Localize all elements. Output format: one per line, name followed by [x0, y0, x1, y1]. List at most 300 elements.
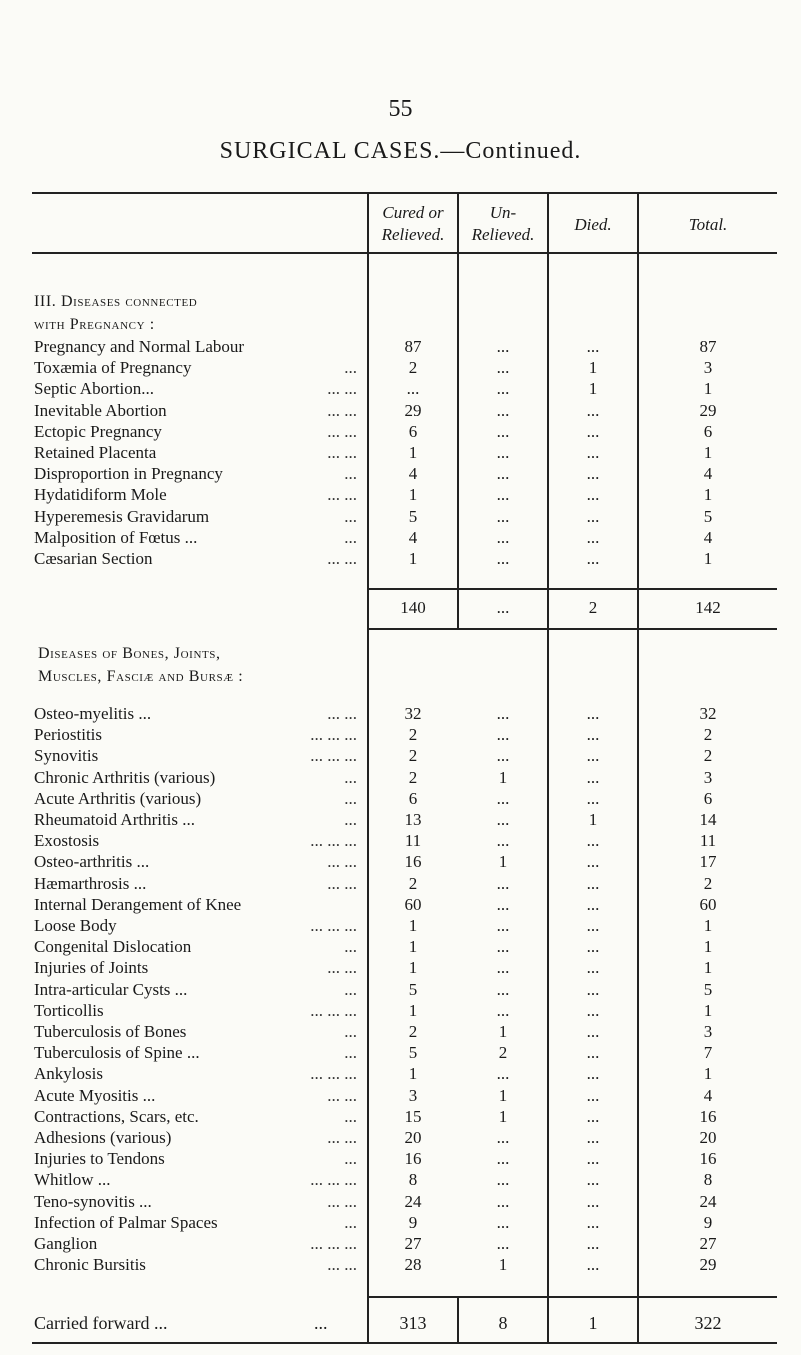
row-label-text: Ganglion	[34, 1234, 98, 1253]
col-header-unrelieved-line1: Un-	[489, 203, 517, 222]
cell-died: ...	[586, 1149, 600, 1169]
cell-unrelieved: ...	[496, 358, 510, 378]
row-label	[34, 746, 359, 766]
cell-unrelieved: ...	[496, 894, 510, 914]
row-label	[34, 337, 359, 357]
row-label	[34, 1255, 359, 1275]
table-row	[0, 768, 801, 789]
cell-total: 2	[703, 873, 713, 893]
col-header-died-line1: Died.	[574, 215, 612, 234]
table-row	[0, 1064, 801, 1085]
row-label-text: Chronic Bursitis	[34, 1255, 146, 1275]
row-label-leader: ...	[344, 937, 357, 957]
row-label-leader: ...	[344, 358, 357, 378]
cell-cured: 13	[404, 810, 422, 829]
table-row	[0, 337, 801, 358]
row-label	[34, 980, 359, 1000]
row-label	[34, 852, 359, 872]
row-label	[34, 789, 359, 809]
table-row	[0, 1213, 801, 1234]
row-label	[34, 725, 359, 745]
row-label-leader: ... ...	[327, 1255, 357, 1275]
table-row	[0, 1022, 801, 1043]
cell-total: 1	[703, 916, 713, 935]
table-top-rule	[32, 192, 777, 194]
cell-unrelieved: 1	[498, 1085, 508, 1105]
row-label-text: Congenital Dislocation	[34, 937, 192, 957]
row-label-text: Inevitable Abortion	[34, 400, 167, 420]
cell-total: 87	[699, 337, 717, 356]
table-row	[0, 831, 801, 852]
row-label-leader: ... ... ...	[310, 1064, 357, 1084]
row-label-leader: ...	[344, 464, 357, 484]
row-label	[34, 1086, 359, 1106]
section-heading-bones	[38, 642, 243, 688]
section-heading-line1: III. Diseases connected	[34, 293, 198, 310]
table-row	[0, 1001, 801, 1022]
cell-died: ...	[586, 421, 600, 441]
carried-top-rule	[367, 1296, 777, 1298]
cell-unrelieved: ...	[496, 443, 510, 462]
row-label-leader: ...	[344, 506, 357, 526]
row-label-leader: ... ... ...	[310, 1170, 357, 1190]
row-label-leader: ... ...	[327, 421, 357, 441]
cell-died: ...	[586, 1234, 600, 1253]
cell-unrelieved: 1	[498, 1022, 508, 1041]
cell-unrelieved: ...	[496, 1170, 510, 1190]
cell-died: ...	[586, 1106, 600, 1126]
cell-total: 29	[699, 400, 717, 420]
table-row	[0, 704, 801, 725]
cell-unrelieved: ...	[496, 421, 510, 441]
table-row	[0, 401, 801, 422]
cell-cured: 87	[404, 337, 422, 356]
cell-unrelieved: ...	[496, 937, 510, 957]
cell-cured: 20	[404, 1128, 422, 1147]
cell-died: ...	[586, 937, 600, 957]
cell-cured: 1	[408, 958, 418, 978]
row-label	[34, 422, 359, 442]
carried-cured: 313	[399, 1313, 427, 1333]
row-label-text: Periostitis	[34, 725, 103, 745]
row-label-text: Torticollis	[34, 1000, 104, 1020]
cell-cured: 15	[404, 1106, 422, 1126]
row-label	[34, 874, 359, 894]
table-row	[0, 789, 801, 810]
row-label-leader: ... ...	[327, 1128, 357, 1147]
row-label	[34, 485, 359, 505]
cell-died: ...	[586, 1170, 600, 1190]
cell-unrelieved: ...	[496, 873, 510, 893]
cell-died: ...	[586, 852, 600, 872]
row-label-text: Internal Derangement of Knee	[34, 894, 242, 914]
table-row	[0, 810, 801, 831]
cell-died: 1	[588, 379, 598, 399]
table-row	[0, 725, 801, 746]
col-header-total	[639, 214, 777, 236]
cell-unrelieved: ...	[496, 979, 510, 999]
row-label	[34, 1170, 359, 1190]
cell-unrelieved: ...	[496, 958, 510, 978]
cell-cured: 8	[408, 1170, 418, 1190]
header-bottom-rule	[32, 252, 777, 254]
row-label	[34, 379, 359, 399]
table-row	[0, 1086, 801, 1107]
cell-died: ...	[586, 1022, 600, 1041]
cell-total: 17	[699, 852, 717, 872]
col-header-cured-line2: Relieved.	[381, 225, 445, 244]
row-label	[34, 1149, 359, 1169]
cell-cured: 6	[408, 421, 418, 441]
row-label-text: Injuries to Tendons	[34, 1149, 165, 1169]
row-label-leader: ... ... ...	[310, 831, 357, 851]
cell-died: ...	[586, 916, 600, 935]
cell-cured: 16	[404, 852, 422, 872]
cell-total: 16	[699, 1106, 717, 1126]
cell-unrelieved: ...	[496, 1149, 510, 1169]
cell-unrelieved: ...	[496, 1191, 510, 1211]
row-label	[34, 528, 359, 548]
table-row	[0, 507, 801, 528]
row-label	[34, 464, 359, 484]
row-label-text: Toxæmia of Pregnancy	[34, 358, 192, 378]
cell-died: ...	[586, 443, 600, 462]
row-label-leader: ... ... ...	[310, 916, 357, 935]
subtotal-total: 142	[695, 598, 721, 617]
cell-total: 1	[703, 485, 713, 505]
carried-total: 322	[694, 1313, 722, 1333]
row-label-text: Exostosis	[34, 831, 100, 851]
subtotal-died: 2	[588, 598, 598, 617]
row-label-text: Contractions, Scars, etc.	[34, 1106, 199, 1126]
row-label-text: Hyperemesis Gravidarum	[34, 506, 210, 526]
row-label-leader: ...	[344, 1022, 357, 1041]
cell-cured: 11	[404, 831, 422, 851]
cell-unrelieved: ...	[496, 485, 510, 505]
cell-died: ...	[586, 1255, 600, 1275]
row-label	[34, 1043, 359, 1063]
row-label-leader: ...	[344, 1212, 357, 1232]
cell-cured: 1	[408, 916, 418, 935]
cell-unrelieved: 2	[498, 1043, 508, 1063]
row-label	[34, 831, 359, 851]
table-row	[0, 1149, 801, 1170]
cell-died: ...	[586, 1128, 600, 1147]
row-label-text: Loose Body	[34, 916, 117, 935]
row-label	[34, 1234, 359, 1254]
row-label-leader: ... ...	[327, 400, 357, 420]
col-header-cured	[369, 202, 457, 246]
row-label	[34, 1107, 359, 1127]
cell-unrelieved: ...	[496, 1212, 510, 1232]
cell-died: 1	[588, 810, 598, 829]
cell-died: ...	[586, 400, 600, 420]
row-label-leader: ...	[344, 979, 357, 999]
cell-unrelieved: ...	[496, 916, 510, 935]
row-label-leader: ...	[344, 527, 357, 547]
cell-total: 20	[699, 1128, 717, 1147]
table-row	[0, 1234, 801, 1255]
cell-cured: 1	[408, 1064, 418, 1084]
row-label-leader: ...	[344, 1149, 357, 1169]
cell-died: ...	[586, 746, 600, 766]
cell-total: 5	[703, 506, 713, 526]
cell-unrelieved: 1	[498, 852, 508, 872]
cell-cured: 2	[408, 873, 418, 893]
row-label-leader: ... ...	[327, 379, 357, 399]
cell-died: ...	[586, 788, 600, 808]
row-label	[34, 1064, 359, 1084]
cell-cured: 5	[408, 506, 418, 526]
cell-total: 3	[703, 1022, 713, 1041]
table-bottom-rule	[32, 1342, 777, 1344]
row-label-text: Ectopic Pregnancy	[34, 421, 162, 441]
cell-total: 1	[703, 379, 713, 399]
col-header-unrelieved	[459, 202, 547, 246]
cell-unrelieved: ...	[496, 704, 510, 723]
row-label-text: Intra-articular Cysts ...	[34, 979, 188, 999]
cell-unrelieved: ...	[496, 1128, 510, 1147]
row-label-text: Chronic Arthritis (various)	[34, 767, 216, 787]
cell-cured: 1	[408, 549, 418, 568]
cell-cured: 5	[408, 979, 418, 999]
cell-total: 32	[699, 704, 717, 723]
col-header-unrelieved-line2: Relieved.	[471, 225, 535, 244]
cell-unrelieved: ...	[496, 1064, 510, 1084]
cell-total: 1	[703, 937, 713, 957]
row-label-text: Injuries of Joints	[34, 958, 149, 978]
cell-died: ...	[586, 549, 600, 568]
section-heading-line2: Muscles, Fasciæ and Bursæ :	[38, 668, 244, 685]
table-row	[0, 379, 801, 400]
cell-unrelieved: 1	[498, 1106, 508, 1126]
row-label-text: Rheumatoid Arthritis ...	[34, 810, 196, 829]
cell-died: ...	[586, 704, 600, 723]
subtotal-unrelieved: ...	[496, 598, 510, 617]
cell-died: ...	[586, 979, 600, 999]
row-label	[34, 507, 359, 527]
cell-cured: 6	[408, 788, 418, 808]
cell-died: ...	[586, 485, 600, 505]
cell-cured: 2	[408, 358, 418, 378]
cell-unrelieved: 1	[498, 767, 508, 787]
row-label-leader: ... ...	[327, 704, 357, 723]
cell-cured: 27	[404, 1234, 422, 1253]
col-header-cured-line1: Cured or	[382, 203, 444, 222]
row-label-text: Tuberculosis of Spine ...	[34, 1043, 200, 1063]
row-label-text: Cæsarian Section	[34, 549, 153, 568]
cell-total: 8	[703, 1170, 713, 1190]
carried-died: 1	[588, 1313, 598, 1333]
row-label-text: Synovitis	[34, 746, 99, 766]
table-row	[0, 874, 801, 895]
cell-cured: 1	[408, 485, 418, 505]
row-label-leader: ... ... ...	[310, 746, 357, 766]
cell-total: 4	[703, 464, 713, 484]
row-label-text: Pregnancy and Normal Labour	[34, 337, 245, 356]
row-label-leader: ... ...	[327, 549, 357, 568]
section-heading-line2: with Pregnancy :	[34, 316, 155, 333]
cell-total: 60	[699, 894, 717, 914]
cell-total: 1	[703, 1000, 713, 1020]
cell-cured: 3	[408, 1085, 418, 1105]
table-row	[0, 443, 801, 464]
table-row	[0, 746, 801, 767]
row-label-text: Septic Abortion...	[34, 379, 154, 399]
table-row	[0, 1255, 801, 1276]
cell-died: ...	[586, 1064, 600, 1084]
table-row	[0, 358, 801, 379]
row-label-text: Retained Placenta	[34, 443, 157, 462]
carried-unrelieved: 8	[498, 1313, 508, 1333]
subtotal-cured: 140	[400, 598, 426, 617]
table-row	[0, 1128, 801, 1149]
table-row	[0, 852, 801, 873]
cell-unrelieved: ...	[496, 810, 510, 829]
cell-cured: 1	[408, 1000, 418, 1020]
table-row	[0, 485, 801, 506]
col-header-total-line1: Total.	[688, 215, 728, 234]
cell-cured: 2	[408, 1022, 418, 1041]
col-header-died	[549, 214, 637, 236]
cell-unrelieved: ...	[496, 400, 510, 420]
row-label	[34, 401, 359, 421]
cell-cured: 2	[408, 725, 418, 745]
row-label	[34, 549, 359, 569]
cell-unrelieved: ...	[496, 831, 510, 851]
row-label-leader: ...	[344, 810, 357, 829]
subtotal-top-rule	[367, 588, 777, 590]
cell-cured: 32	[404, 704, 422, 723]
row-label	[34, 1001, 359, 1021]
cell-total: 6	[703, 421, 713, 441]
row-label	[34, 895, 359, 915]
row-label	[34, 704, 359, 724]
cell-unrelieved: ...	[496, 788, 510, 808]
cell-died: ...	[586, 958, 600, 978]
cell-unrelieved: ...	[496, 379, 510, 399]
cell-died: ...	[586, 873, 600, 893]
cell-unrelieved: ...	[496, 549, 510, 568]
subtotal-bottom-rule	[367, 628, 777, 630]
cell-cured: 60	[404, 894, 422, 914]
cell-cured: 24	[404, 1191, 422, 1211]
cell-total: 7	[703, 1043, 713, 1063]
row-label-leader: ... ...	[327, 485, 357, 505]
cell-cured: 4	[408, 527, 418, 547]
row-label-leader: ... ...	[327, 1191, 357, 1211]
cell-total: 2	[703, 725, 713, 745]
row-label-leader: ...	[344, 788, 357, 808]
cell-died: ...	[586, 1191, 600, 1211]
cell-died: ...	[586, 1043, 600, 1063]
cell-unrelieved: ...	[496, 1000, 510, 1020]
cell-total: 9	[703, 1212, 713, 1232]
cell-cured: 5	[408, 1043, 418, 1063]
cell-total: 1	[703, 549, 713, 568]
cell-total: 4	[703, 1085, 713, 1105]
cell-died: ...	[586, 464, 600, 484]
table-row	[0, 464, 801, 485]
row-label-text: Osteo-arthritis ...	[34, 852, 150, 872]
cell-unrelieved: ...	[496, 746, 510, 766]
cell-cured: 1	[408, 937, 418, 957]
table-row	[0, 916, 801, 937]
cell-unrelieved: ...	[496, 1234, 510, 1253]
cell-total: 14	[699, 810, 717, 829]
table-row	[0, 958, 801, 979]
row-label-leader: ... ... ...	[310, 1000, 357, 1020]
row-label-leader: ... ...	[327, 958, 357, 978]
cell-total: 24	[699, 1191, 717, 1211]
cell-cured: 28	[404, 1255, 422, 1275]
cell-total: 29	[699, 1255, 717, 1275]
row-label	[34, 1213, 359, 1233]
cell-unrelieved: ...	[496, 506, 510, 526]
row-label-text: Osteo-myelitis ...	[34, 704, 152, 723]
row-label-text: Acute Myositis ...	[34, 1085, 156, 1105]
cell-total: 6	[703, 788, 713, 808]
row-label	[34, 810, 359, 830]
row-label	[34, 768, 359, 788]
row-label	[34, 958, 359, 978]
cell-died: ...	[586, 337, 600, 356]
carried-forward-label	[34, 1313, 328, 1334]
cell-cured: 1	[408, 443, 418, 462]
row-label-text: Acute Arthritis (various)	[34, 788, 202, 808]
cell-unrelieved: ...	[496, 725, 510, 745]
table-row	[0, 1170, 801, 1191]
row-label-leader: ... ...	[327, 873, 357, 893]
table-row	[0, 895, 801, 916]
table-row	[0, 980, 801, 1001]
row-label-leader: ... ...	[327, 1085, 357, 1105]
cell-cured: 29	[404, 400, 422, 420]
row-label-text: Hæmarthrosis ...	[34, 873, 147, 893]
table-row	[0, 1192, 801, 1213]
table-row	[0, 422, 801, 443]
cell-died: ...	[586, 1000, 600, 1020]
carried-forward-dots: ...	[314, 1313, 328, 1333]
row-label	[34, 1022, 359, 1042]
cell-total: 16	[699, 1149, 717, 1169]
cell-died: ...	[586, 894, 600, 914]
cell-died: ...	[586, 767, 600, 787]
cell-total: 1	[703, 1064, 713, 1084]
cell-unrelieved: ...	[496, 464, 510, 484]
row-label-leader: ... ... ...	[310, 725, 357, 745]
row-label-text: Malposition of Fœtus ...	[34, 527, 198, 547]
row-label-leader: ... ...	[327, 852, 357, 872]
cell-unrelieved: ...	[496, 527, 510, 547]
cell-died: ...	[586, 527, 600, 547]
row-label-text: Whitlow ...	[34, 1170, 111, 1190]
row-label-text: Ankylosis	[34, 1064, 103, 1084]
cell-cured: 16	[404, 1149, 422, 1169]
row-label-text: Hydatidiform Mole	[34, 485, 167, 505]
row-label-leader: ... ...	[327, 443, 357, 462]
cell-died: ...	[586, 506, 600, 526]
section-heading-line1: Diseases of Bones, Joints,	[38, 645, 221, 662]
cell-total: 3	[703, 358, 713, 378]
row-label-leader: ...	[344, 767, 357, 787]
row-label	[34, 937, 359, 957]
cell-total: 4	[703, 527, 713, 547]
cell-total: 11	[699, 831, 717, 851]
cell-cured: ...	[406, 379, 420, 399]
cell-died: ...	[586, 725, 600, 745]
row-label-leader: ... ... ...	[310, 1234, 357, 1253]
